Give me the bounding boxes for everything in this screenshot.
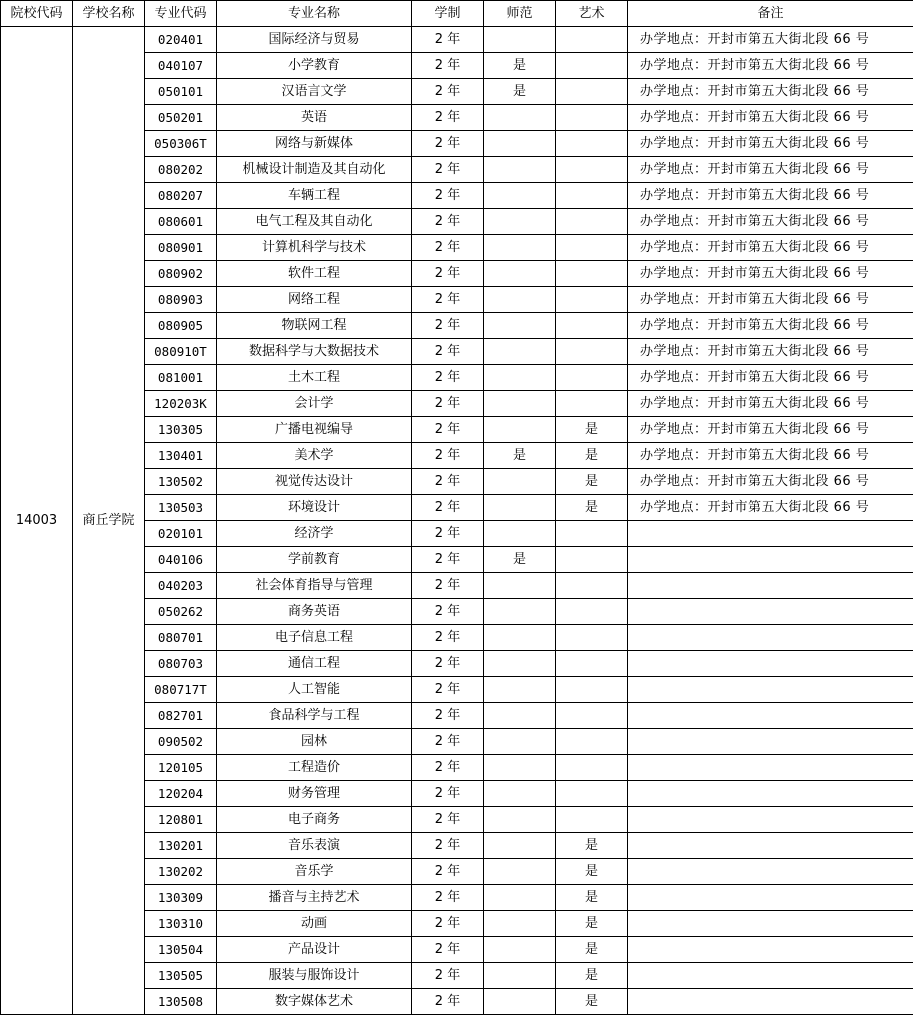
note-cell	[628, 911, 913, 937]
art-flag-cell	[556, 807, 628, 833]
major-code-cell: 090502	[145, 729, 217, 755]
normal-flag-cell	[484, 885, 556, 911]
normal-flag-cell: 是	[484, 547, 556, 573]
normal-flag-cell	[484, 703, 556, 729]
normal-flag-cell	[484, 183, 556, 209]
major-name-cell: 电子信息工程	[217, 625, 412, 651]
note-cell: 办学地点：开封市第五大街北段 66 号	[628, 105, 913, 131]
art-flag-cell	[556, 651, 628, 677]
major-code-cell: 080207	[145, 183, 217, 209]
note-cell	[628, 625, 913, 651]
normal-flag-cell	[484, 261, 556, 287]
major-name-cell: 网络与新媒体	[217, 131, 412, 157]
art-flag-cell	[556, 521, 628, 547]
art-flag-cell	[556, 755, 628, 781]
major-name-cell: 广播电视编导	[217, 417, 412, 443]
school-name-cell: 商丘学院	[73, 27, 145, 1015]
major-name-cell: 视觉传达设计	[217, 469, 412, 495]
duration-cell: 2 年	[412, 989, 484, 1015]
major-code-cell: 130502	[145, 469, 217, 495]
art-flag-cell	[556, 781, 628, 807]
note-cell	[628, 963, 913, 989]
normal-flag-cell	[484, 365, 556, 391]
major-name-cell: 学前教育	[217, 547, 412, 573]
duration-cell: 2 年	[412, 131, 484, 157]
major-name-cell: 通信工程	[217, 651, 412, 677]
duration-cell: 2 年	[412, 391, 484, 417]
note-cell: 办学地点：开封市第五大街北段 66 号	[628, 417, 913, 443]
major-code-cell: 020101	[145, 521, 217, 547]
major-code-cell: 130401	[145, 443, 217, 469]
normal-flag-cell	[484, 417, 556, 443]
major-code-cell: 130202	[145, 859, 217, 885]
major-name-cell: 土木工程	[217, 365, 412, 391]
header-major-code: 专业代码	[145, 1, 217, 27]
major-name-cell: 计算机科学与技术	[217, 235, 412, 261]
major-code-cell: 130305	[145, 417, 217, 443]
major-code-cell: 130505	[145, 963, 217, 989]
duration-cell: 2 年	[412, 911, 484, 937]
art-flag-cell: 是	[556, 963, 628, 989]
duration-cell: 2 年	[412, 417, 484, 443]
duration-cell: 2 年	[412, 599, 484, 625]
art-flag-cell	[556, 599, 628, 625]
major-code-cell: 120105	[145, 755, 217, 781]
normal-flag-cell	[484, 235, 556, 261]
major-code-cell: 130309	[145, 885, 217, 911]
major-name-cell: 音乐学	[217, 859, 412, 885]
header-row	[1, 1, 913, 27]
major-code-cell: 080901	[145, 235, 217, 261]
art-flag-cell: 是	[556, 989, 628, 1015]
art-flag-cell	[556, 209, 628, 235]
major-name-cell: 软件工程	[217, 261, 412, 287]
art-flag-cell: 是	[556, 859, 628, 885]
art-flag-cell	[556, 131, 628, 157]
normal-flag-cell	[484, 27, 556, 53]
art-flag-cell	[556, 157, 628, 183]
note-cell	[628, 989, 913, 1015]
note-cell	[628, 807, 913, 833]
note-cell: 办学地点：开封市第五大街北段 66 号	[628, 287, 913, 313]
normal-flag-cell	[484, 859, 556, 885]
art-flag-cell	[556, 547, 628, 573]
major-code-cell: 120801	[145, 807, 217, 833]
note-cell: 办学地点：开封市第五大街北段 66 号	[628, 209, 913, 235]
duration-cell: 2 年	[412, 53, 484, 79]
note-cell: 办学地点：开封市第五大街北段 66 号	[628, 469, 913, 495]
note-cell	[628, 833, 913, 859]
normal-flag-cell	[484, 339, 556, 365]
table-row	[1, 27, 913, 53]
note-cell	[628, 703, 913, 729]
duration-cell: 2 年	[412, 625, 484, 651]
major-name-cell: 美术学	[217, 443, 412, 469]
duration-cell: 2 年	[412, 729, 484, 755]
duration-cell: 2 年	[412, 79, 484, 105]
major-code-cell: 080905	[145, 313, 217, 339]
major-code-cell: 040203	[145, 573, 217, 599]
header-school-name: 学校名称	[73, 1, 145, 27]
duration-cell: 2 年	[412, 573, 484, 599]
note-cell: 办学地点：开封市第五大街北段 66 号	[628, 313, 913, 339]
normal-flag-cell	[484, 495, 556, 521]
major-name-cell: 人工智能	[217, 677, 412, 703]
major-name-cell: 园林	[217, 729, 412, 755]
art-flag-cell: 是	[556, 937, 628, 963]
note-cell: 办学地点：开封市第五大街北段 66 号	[628, 339, 913, 365]
major-code-cell: 081001	[145, 365, 217, 391]
normal-flag-cell	[484, 807, 556, 833]
major-name-cell: 汉语言文学	[217, 79, 412, 105]
header-note: 备注	[628, 1, 913, 27]
major-code-cell: 040106	[145, 547, 217, 573]
note-cell	[628, 573, 913, 599]
major-name-cell: 机械设计制造及其自动化	[217, 157, 412, 183]
major-name-cell: 物联网工程	[217, 313, 412, 339]
art-flag-cell	[556, 703, 628, 729]
major-name-cell: 社会体育指导与管理	[217, 573, 412, 599]
major-code-cell: 080910T	[145, 339, 217, 365]
major-code-cell: 080601	[145, 209, 217, 235]
major-code-cell: 080902	[145, 261, 217, 287]
art-flag-cell: 是	[556, 911, 628, 937]
art-flag-cell	[556, 79, 628, 105]
major-code-cell: 130503	[145, 495, 217, 521]
art-flag-cell	[556, 235, 628, 261]
duration-cell: 2 年	[412, 521, 484, 547]
header-institution-code: 院校代码	[1, 1, 73, 27]
art-flag-cell: 是	[556, 443, 628, 469]
normal-flag-cell	[484, 625, 556, 651]
normal-flag-cell	[484, 599, 556, 625]
normal-flag-cell	[484, 313, 556, 339]
duration-cell: 2 年	[412, 703, 484, 729]
duration-cell: 2 年	[412, 183, 484, 209]
major-name-cell: 财务管理	[217, 781, 412, 807]
major-name-cell: 产品设计	[217, 937, 412, 963]
art-flag-cell: 是	[556, 417, 628, 443]
normal-flag-cell	[484, 105, 556, 131]
major-code-cell: 050201	[145, 105, 217, 131]
major-name-cell: 环境设计	[217, 495, 412, 521]
major-name-cell: 工程造价	[217, 755, 412, 781]
major-code-cell: 120204	[145, 781, 217, 807]
normal-flag-cell: 是	[484, 53, 556, 79]
duration-cell: 2 年	[412, 677, 484, 703]
normal-flag-cell	[484, 729, 556, 755]
art-flag-cell	[556, 287, 628, 313]
major-code-cell: 080202	[145, 157, 217, 183]
note-cell: 办学地点：开封市第五大街北段 66 号	[628, 79, 913, 105]
major-name-cell: 会计学	[217, 391, 412, 417]
art-flag-cell	[556, 183, 628, 209]
major-name-cell: 服装与服饰设计	[217, 963, 412, 989]
duration-cell: 2 年	[412, 27, 484, 53]
duration-cell: 2 年	[412, 807, 484, 833]
art-flag-cell	[556, 729, 628, 755]
duration-cell: 2 年	[412, 313, 484, 339]
note-cell	[628, 755, 913, 781]
major-name-cell: 经济学	[217, 521, 412, 547]
duration-cell: 2 年	[412, 443, 484, 469]
major-code-cell: 130310	[145, 911, 217, 937]
note-cell	[628, 859, 913, 885]
normal-flag-cell	[484, 469, 556, 495]
note-cell	[628, 781, 913, 807]
duration-cell: 2 年	[412, 209, 484, 235]
major-name-cell: 国际经济与贸易	[217, 27, 412, 53]
normal-flag-cell	[484, 911, 556, 937]
art-flag-cell	[556, 313, 628, 339]
note-cell: 办学地点：开封市第五大街北段 66 号	[628, 157, 913, 183]
major-name-cell: 音乐表演	[217, 833, 412, 859]
art-flag-cell: 是	[556, 833, 628, 859]
art-flag-cell: 是	[556, 495, 628, 521]
major-name-cell: 数字媒体艺术	[217, 989, 412, 1015]
major-code-cell: 020401	[145, 27, 217, 53]
duration-cell: 2 年	[412, 261, 484, 287]
art-flag-cell	[556, 53, 628, 79]
header-normal: 师范	[484, 1, 556, 27]
art-flag-cell: 是	[556, 885, 628, 911]
normal-flag-cell	[484, 287, 556, 313]
art-flag-cell	[556, 625, 628, 651]
note-cell: 办学地点：开封市第五大街北段 66 号	[628, 443, 913, 469]
note-cell: 办学地点：开封市第五大街北段 66 号	[628, 183, 913, 209]
major-code-cell: 050306T	[145, 131, 217, 157]
major-name-cell: 电气工程及其自动化	[217, 209, 412, 235]
duration-cell: 2 年	[412, 105, 484, 131]
art-flag-cell	[556, 365, 628, 391]
header-major-name: 专业名称	[217, 1, 412, 27]
duration-cell: 2 年	[412, 963, 484, 989]
note-cell	[628, 599, 913, 625]
header-duration: 学制	[412, 1, 484, 27]
major-name-cell: 食品科学与工程	[217, 703, 412, 729]
major-name-cell: 动画	[217, 911, 412, 937]
major-name-cell: 小学教育	[217, 53, 412, 79]
duration-cell: 2 年	[412, 755, 484, 781]
institution-code-cell: 14003	[1, 27, 73, 1015]
note-cell	[628, 885, 913, 911]
duration-cell: 2 年	[412, 885, 484, 911]
normal-flag-cell	[484, 209, 556, 235]
duration-cell: 2 年	[412, 287, 484, 313]
duration-cell: 2 年	[412, 651, 484, 677]
normal-flag-cell	[484, 833, 556, 859]
major-name-cell: 网络工程	[217, 287, 412, 313]
duration-cell: 2 年	[412, 339, 484, 365]
art-flag-cell	[556, 27, 628, 53]
art-flag-cell	[556, 573, 628, 599]
major-code-cell: 080717T	[145, 677, 217, 703]
duration-cell: 2 年	[412, 859, 484, 885]
art-flag-cell	[556, 391, 628, 417]
major-code-cell: 130508	[145, 989, 217, 1015]
duration-cell: 2 年	[412, 833, 484, 859]
duration-cell: 2 年	[412, 937, 484, 963]
art-flag-cell	[556, 339, 628, 365]
note-cell: 办学地点：开封市第五大街北段 66 号	[628, 53, 913, 79]
normal-flag-cell	[484, 963, 556, 989]
duration-cell: 2 年	[412, 781, 484, 807]
header-art: 艺术	[556, 1, 628, 27]
normal-flag-cell	[484, 391, 556, 417]
major-code-cell: 050101	[145, 79, 217, 105]
major-name-cell: 英语	[217, 105, 412, 131]
duration-cell: 2 年	[412, 495, 484, 521]
normal-flag-cell	[484, 937, 556, 963]
major-code-cell: 130504	[145, 937, 217, 963]
note-cell	[628, 677, 913, 703]
note-cell: 办学地点：开封市第五大街北段 66 号	[628, 235, 913, 261]
normal-flag-cell	[484, 521, 556, 547]
note-cell: 办学地点：开封市第五大街北段 66 号	[628, 391, 913, 417]
note-cell: 办学地点：开封市第五大街北段 66 号	[628, 495, 913, 521]
major-code-cell: 130201	[145, 833, 217, 859]
normal-flag-cell	[484, 131, 556, 157]
duration-cell: 2 年	[412, 547, 484, 573]
major-code-cell: 082701	[145, 703, 217, 729]
major-name-cell: 播音与主持艺术	[217, 885, 412, 911]
duration-cell: 2 年	[412, 469, 484, 495]
normal-flag-cell: 是	[484, 443, 556, 469]
major-name-cell: 电子商务	[217, 807, 412, 833]
major-code-cell: 080703	[145, 651, 217, 677]
duration-cell: 2 年	[412, 235, 484, 261]
normal-flag-cell	[484, 755, 556, 781]
normal-flag-cell: 是	[484, 79, 556, 105]
art-flag-cell: 是	[556, 469, 628, 495]
normal-flag-cell	[484, 677, 556, 703]
note-cell	[628, 937, 913, 963]
major-code-cell: 120203K	[145, 391, 217, 417]
normal-flag-cell	[484, 781, 556, 807]
duration-cell: 2 年	[412, 157, 484, 183]
major-code-cell: 050262	[145, 599, 217, 625]
note-cell	[628, 521, 913, 547]
major-name-cell: 车辆工程	[217, 183, 412, 209]
note-cell: 办学地点：开封市第五大街北段 66 号	[628, 365, 913, 391]
note-cell: 办学地点：开封市第五大街北段 66 号	[628, 131, 913, 157]
note-cell	[628, 651, 913, 677]
note-cell: 办学地点：开封市第五大街北段 66 号	[628, 27, 913, 53]
major-name-cell: 数据科学与大数据技术	[217, 339, 412, 365]
normal-flag-cell	[484, 651, 556, 677]
major-code-cell: 080903	[145, 287, 217, 313]
art-flag-cell	[556, 677, 628, 703]
note-cell: 办学地点：开封市第五大街北段 66 号	[628, 261, 913, 287]
art-flag-cell	[556, 261, 628, 287]
art-flag-cell	[556, 105, 628, 131]
major-code-cell: 040107	[145, 53, 217, 79]
note-cell	[628, 547, 913, 573]
normal-flag-cell	[484, 989, 556, 1015]
major-name-cell: 商务英语	[217, 599, 412, 625]
normal-flag-cell	[484, 573, 556, 599]
major-code-cell: 080701	[145, 625, 217, 651]
note-cell	[628, 729, 913, 755]
duration-cell: 2 年	[412, 365, 484, 391]
normal-flag-cell	[484, 157, 556, 183]
